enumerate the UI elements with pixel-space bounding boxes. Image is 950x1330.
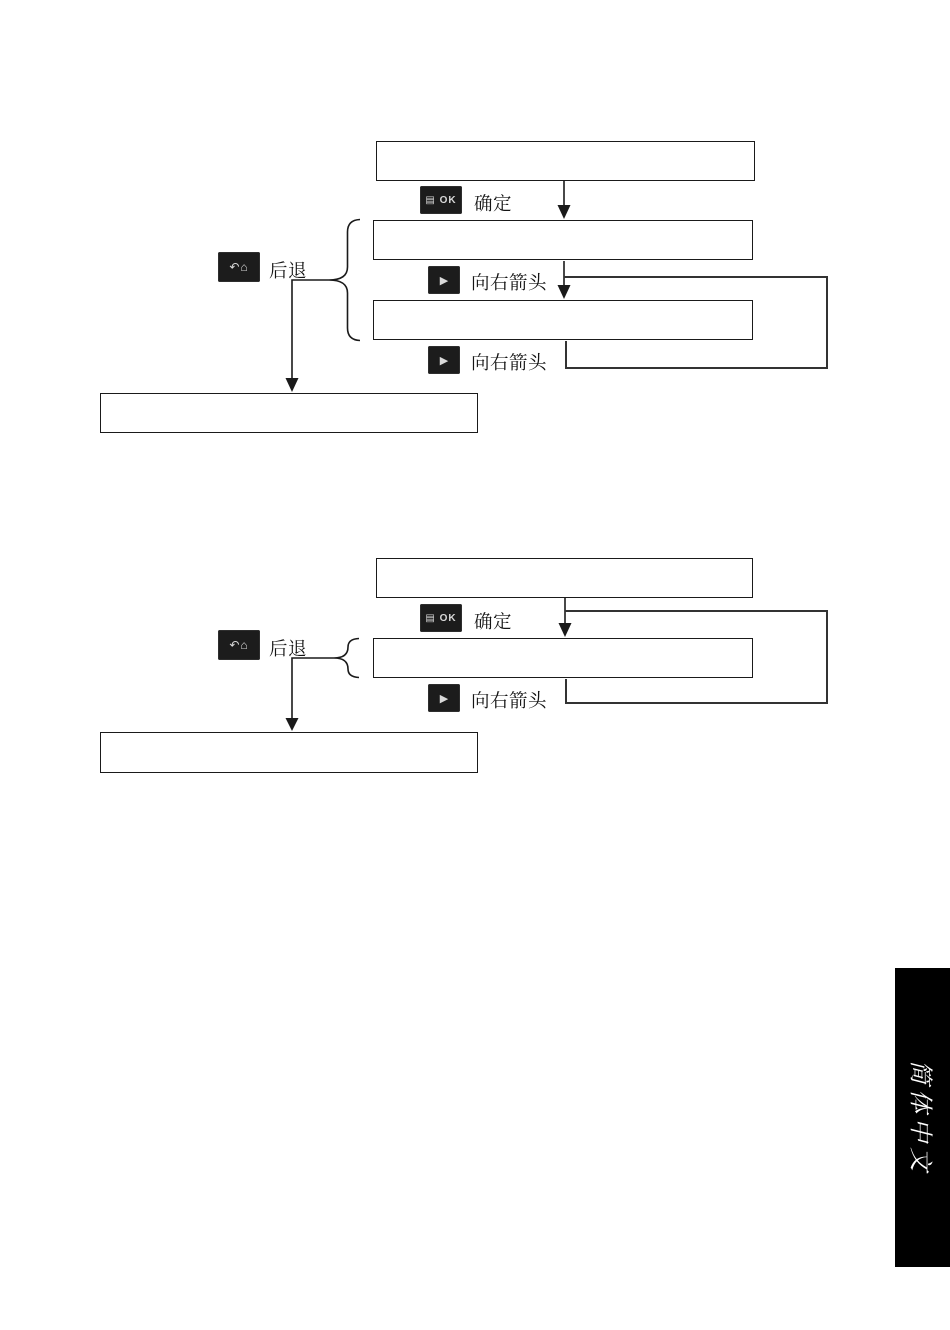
d2-result-box (100, 732, 478, 773)
d2-brace (334, 639, 359, 678)
right-arrow-button-icon (428, 266, 460, 294)
d2-arrowhead-into-box2 (559, 623, 572, 637)
back-label: 后退 (269, 638, 308, 659)
right-arrow-button-icon (428, 346, 460, 374)
d1-menu-box-3 (373, 300, 753, 340)
ok-button-icon (420, 604, 462, 632)
d1-arrowhead-into-box2 (558, 205, 571, 219)
d1-result-box (100, 393, 478, 433)
d1-menu-box-2 (373, 220, 753, 260)
back-button-icon (218, 630, 260, 660)
back-label: 后退 (269, 260, 308, 281)
right-arrow-glyph: ▶ (439, 692, 449, 705)
back-home-glyph: ↶⌂ (229, 260, 249, 274)
d1-arrowhead-into-box3 (558, 285, 571, 299)
ok-button-glyph: ▤ OK (425, 612, 457, 624)
d2-menu-box-1 (376, 558, 753, 598)
d2-arrowhead-into-result (286, 718, 299, 731)
ok-button-glyph: ▤ OK (425, 194, 457, 206)
ok-label: 确定 (474, 611, 513, 632)
d2-back-line (292, 658, 334, 719)
right-arrow-label: 向右箭头 (471, 272, 548, 293)
d1-back-line (292, 280, 329, 380)
language-side-tab-label: 简体中文 (906, 1059, 933, 1176)
back-button-icon (218, 252, 260, 282)
right-arrow-glyph: ▶ (439, 274, 449, 287)
d1-brace (329, 220, 360, 341)
right-arrow-glyph: ▶ (439, 354, 449, 367)
d1-arrowhead-into-result (286, 378, 299, 392)
d1-menu-box-1 (376, 141, 755, 181)
right-arrow-label: 向右箭头 (471, 352, 548, 373)
d2-menu-box-2 (373, 638, 753, 678)
right-arrow-button-icon (428, 684, 460, 712)
ok-label: 确定 (474, 193, 513, 214)
right-arrow-label: 向右箭头 (471, 690, 548, 711)
language-side-tab (895, 968, 950, 1267)
back-home-glyph: ↶⌂ (229, 638, 249, 652)
ok-button-icon (420, 186, 462, 214)
